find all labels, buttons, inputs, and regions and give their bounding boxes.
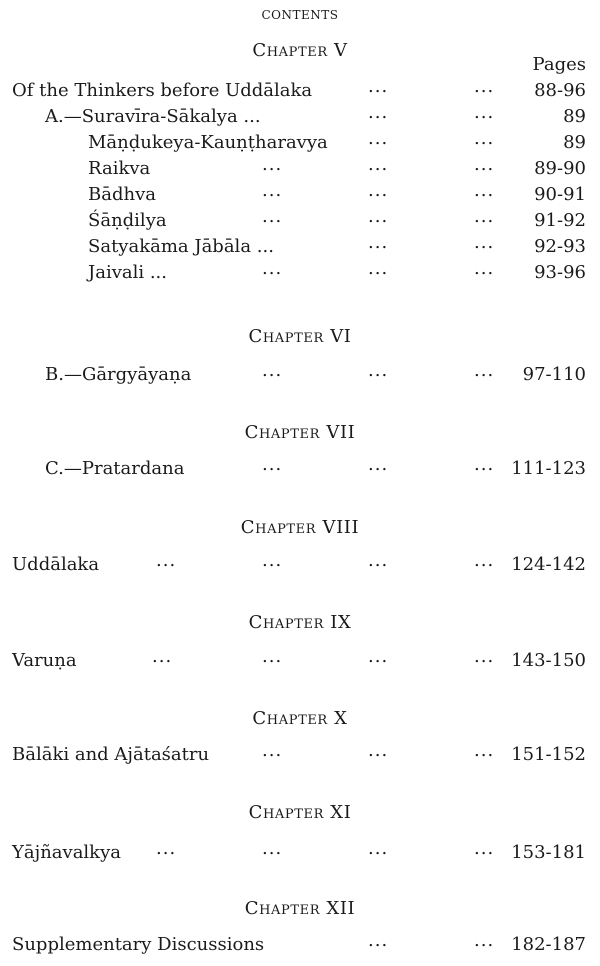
dot-leader: ...	[368, 102, 389, 123]
dot-leader: ...	[262, 258, 283, 279]
dot-leader: ...	[474, 154, 495, 175]
toc-entry-title: Śāṇḍilya	[88, 210, 167, 231]
dot-leader: ...	[474, 550, 495, 571]
chapter-heading-vii: Chapter VII	[244, 422, 356, 443]
toc-entry-title: A.—Suravīra-Sākalya ...	[45, 106, 261, 127]
chapter-heading-xii: Chapter XII	[244, 898, 356, 919]
toc-entry	[0, 932, 600, 958]
dot-leader: ...	[368, 180, 389, 201]
dot-leader: ...	[262, 550, 283, 571]
toc-entry-pages: 90-91	[534, 184, 586, 205]
dot-leader: ...	[368, 76, 389, 97]
dot-leader: ...	[474, 206, 495, 227]
toc-entry-pages: 111-123	[511, 458, 586, 479]
dot-leader: ...	[474, 646, 495, 667]
toc-entry	[0, 362, 600, 388]
chapter-heading-viii: Chapter VIII	[240, 517, 360, 538]
toc-entry	[0, 234, 600, 260]
dot-leader: ...	[474, 454, 495, 475]
toc-entry-pages: 93-96	[534, 262, 586, 283]
dot-leader: ...	[474, 360, 495, 381]
toc-entry	[0, 104, 600, 130]
dot-leader: ...	[152, 646, 173, 667]
toc-entry	[0, 840, 600, 866]
toc-entry	[0, 648, 600, 674]
toc-entry-pages: 97-110	[522, 364, 586, 385]
toc-entry-title: Yājñavalkya	[12, 842, 121, 863]
toc-entry-title: Varuṇa	[12, 650, 77, 671]
toc-entry	[0, 78, 600, 104]
dot-leader: ...	[262, 454, 283, 475]
toc-entry	[0, 742, 600, 768]
toc-entry-pages: 153-181	[511, 842, 586, 863]
dot-leader: ...	[262, 646, 283, 667]
dot-leader: ...	[262, 180, 283, 201]
toc-entry	[0, 456, 600, 482]
dot-leader: ...	[474, 76, 495, 97]
dot-leader: ...	[368, 646, 389, 667]
toc-entry	[0, 260, 600, 286]
chapter-heading-vi: Chapter VI	[248, 326, 352, 347]
toc-entry-pages: 124-142	[511, 554, 586, 575]
toc-entry	[0, 208, 600, 234]
chapter-heading-ix: Chapter IX	[248, 612, 352, 633]
dot-leader: ...	[474, 838, 495, 859]
dot-leader: ...	[474, 930, 495, 951]
dot-leader: ...	[474, 180, 495, 201]
toc-entry-title: C.—Pratardana	[45, 458, 185, 479]
toc-entry	[0, 552, 600, 578]
dot-leader: ...	[156, 838, 177, 859]
toc-entry-pages: 89	[563, 132, 586, 153]
dot-leader: ...	[156, 550, 177, 571]
dot-leader: ...	[368, 360, 389, 381]
chapter-heading-xi: Chapter XI	[248, 802, 352, 823]
dot-leader: ...	[474, 258, 495, 279]
toc-entry-title: Jaivali ...	[88, 262, 168, 283]
dot-leader: ...	[368, 206, 389, 227]
toc-entry-title: Uddālaka	[12, 554, 100, 575]
toc-entry-title: B.—Gārgyāyaṇa	[45, 364, 192, 385]
toc-entry-pages: 88-96	[534, 80, 586, 101]
toc-entry	[0, 156, 600, 182]
dot-leader: ...	[368, 154, 389, 175]
dot-leader: ...	[368, 454, 389, 475]
dot-leader: ...	[474, 128, 495, 149]
dot-leader: ...	[368, 258, 389, 279]
toc-entry-title: Bālāki and Ajātaśatru	[12, 744, 210, 765]
dot-leader: ...	[262, 360, 283, 381]
dot-leader: ...	[368, 740, 389, 761]
dot-leader: ...	[368, 232, 389, 253]
dot-leader: ...	[368, 128, 389, 149]
dot-leader: ...	[474, 232, 495, 253]
dot-leader: ...	[474, 740, 495, 761]
toc-entry-title: Bādhva	[88, 184, 156, 205]
toc-entry-title: Supplementary Discussions	[12, 934, 265, 955]
toc-entry-title: Māṇḍukeya-Kauṇṭharavya	[88, 132, 328, 153]
toc-entry-pages: 92-93	[534, 236, 586, 257]
toc-entry-pages: 143-150	[511, 650, 586, 671]
dot-leader: ...	[262, 740, 283, 761]
dot-leader: ...	[262, 206, 283, 227]
toc-entry	[0, 182, 600, 208]
toc-entry-pages: 151-152	[511, 744, 586, 765]
dot-leader: ...	[368, 838, 389, 859]
dot-leader: ...	[262, 838, 283, 859]
toc-entry	[0, 130, 600, 156]
toc-entry-title: Of the Thinkers before Uddālaka	[12, 80, 313, 101]
toc-entry-title: Satyakāma Jābāla ...	[88, 236, 274, 257]
running-head: CONTENTS	[261, 8, 339, 22]
toc-entry-pages: 89	[563, 106, 586, 127]
chapter-heading-v: Chapter V	[252, 40, 348, 61]
toc-entry-pages: 91-92	[534, 210, 586, 231]
dot-leader: ...	[368, 930, 389, 951]
toc-entry-title: Raikva	[88, 158, 151, 179]
pages-column-label: Pages	[532, 54, 586, 75]
chapter-heading-x: Chapter X	[252, 708, 348, 729]
dot-leader: ...	[368, 550, 389, 571]
dot-leader: ...	[262, 154, 283, 175]
toc-entry-pages: 89-90	[534, 158, 586, 179]
toc-entry-pages: 182-187	[511, 934, 586, 955]
dot-leader: ...	[474, 102, 495, 123]
